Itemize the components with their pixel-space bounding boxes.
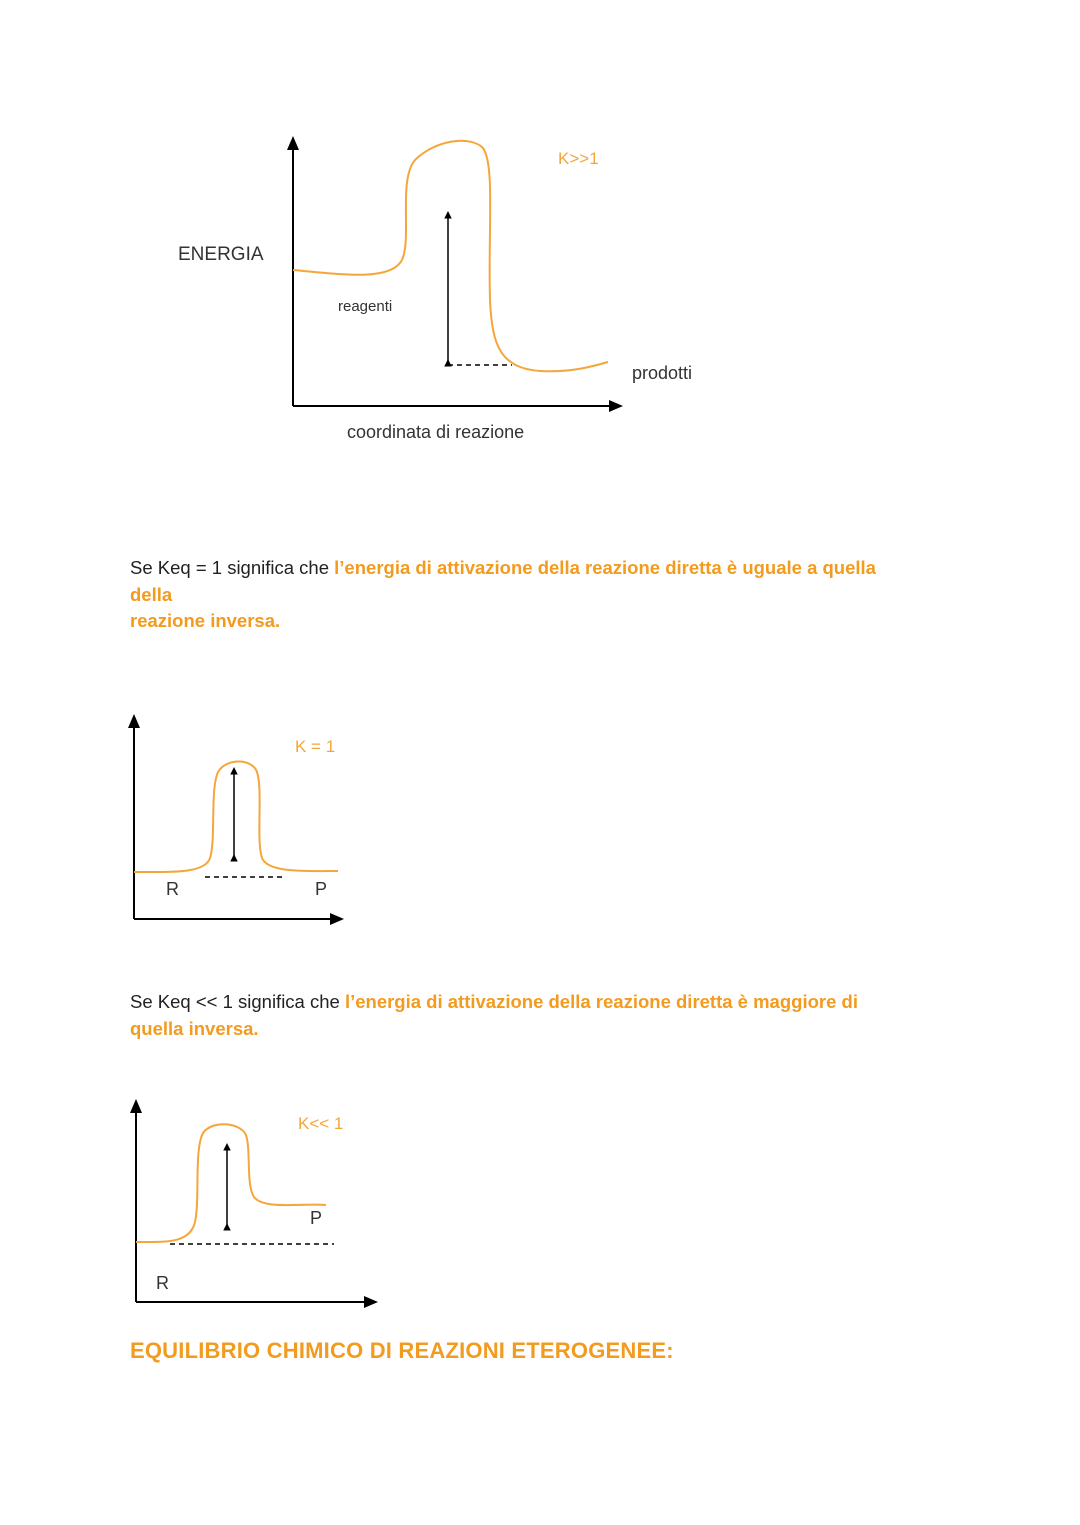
k-label: K<< 1 (298, 1114, 344, 1133)
k-label: K>>1 (558, 149, 599, 168)
paragraph-keq-less (130, 989, 950, 1042)
energy-diagram-k-equal (0, 700, 1080, 940)
paragraph-prefix: Se Keq << 1 significa che (130, 991, 345, 1012)
reactants-label: R (156, 1273, 169, 1293)
reactants-label: R (166, 879, 179, 899)
energy-curve (136, 1124, 326, 1242)
highlight-line-2: quella inversa. (130, 1017, 259, 1039)
highlight-line-2: della (130, 583, 173, 605)
k-label: K = 1 (295, 737, 336, 756)
energy-diagram-k-much-greater (0, 0, 1080, 460)
paragraph-prefix: Se Keq = 1 significa che (130, 557, 335, 578)
section-heading: EQUILIBRIO CHIMICO DI REAZIONI ETEROGENEE: (130, 1338, 674, 1363)
energy-curve (293, 141, 608, 371)
y-axis-label: ENERGIA (178, 244, 264, 265)
reactants-label: reagenti (338, 298, 393, 315)
energy-diagram-k-much-less (0, 1090, 1080, 1320)
products-label: P (310, 1208, 323, 1228)
products-label: prodotti (632, 363, 693, 383)
highlight-line-1: l’energia di attivazione della reazione diretta è maggiore di (344, 991, 858, 1012)
highlight-line-1: l’energia di attivazione della reazione diretta è uguale a quella (334, 557, 876, 578)
paragraph-keq-equal (130, 555, 950, 635)
x-axis-label: coordinata di reazione (347, 422, 525, 442)
highlight-line-3: reazione inversa. (130, 610, 281, 631)
products-label: P (315, 879, 328, 899)
energy-curve (134, 762, 338, 873)
